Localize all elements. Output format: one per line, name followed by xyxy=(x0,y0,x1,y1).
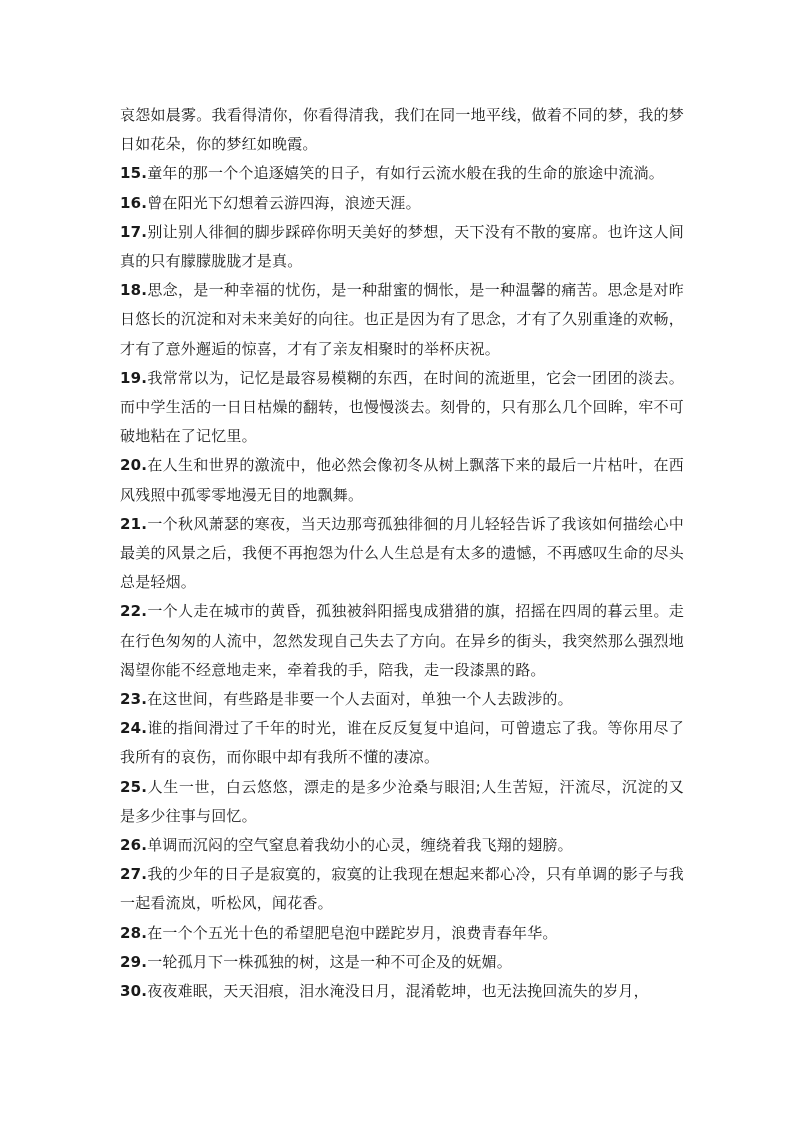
paragraph-text: 别让别人徘徊的脚步踩碎你明天美好的梦想，天下没有不散的宴席。也许这人间真的只有朦朦胧胧才是真。 xyxy=(120,222,684,271)
paragraph-20 xyxy=(120,451,684,509)
item-number: 27. xyxy=(120,865,148,884)
paragraph-text: 一个人走在城市的黄昏，孤独被斜阳摇曳成猎猎的旗，招摇在四周的暮云里。走在行色匆匆的人流中，忽然发现自己失去了方向。在异乡的街头，我突然那么强烈地渴望你能不经意地走来，牵着我的手，陪我，走一段漆黑的路。 xyxy=(120,602,684,679)
item-number: 16. xyxy=(120,193,148,212)
paragraph-continued xyxy=(120,101,684,159)
paragraph-28 xyxy=(120,919,684,948)
paragraph-18 xyxy=(120,276,684,364)
paragraph-text: 谁的指间滑过了千年的时光，谁在反反复复中追问，可曾遗忘了我。等你用尽了我所有的哀伤，而你眼中却有我所不懂的凄凉。 xyxy=(120,719,684,767)
paragraph-15 xyxy=(120,159,684,188)
paragraph-text: 人生一世，白云悠悠，漂走的是多少沧桑与眼泪;人生苦短，汗流尽，沉淀的又是多少往事与回忆。 xyxy=(120,777,684,825)
paragraph-text: 童年的那一个个追逐嬉笑的日子，有如行云流水般在我的生命的旅途中流淌。 xyxy=(147,164,664,183)
paragraph-text: 我的少年的日子是寂寞的，寂寞的让我现在想起来都心冷，只有单调的影子与我一起看流岚，听松风，闻花香。 xyxy=(120,865,684,913)
paragraph-22 xyxy=(120,597,684,685)
item-number: 29. xyxy=(120,952,148,971)
paragraph-23 xyxy=(120,685,684,714)
item-number: 19. xyxy=(120,368,148,387)
item-number: 18. xyxy=(120,281,148,300)
paragraph-text: 曾在阳光下幻想着云游四海，浪迹天涯。 xyxy=(147,193,421,212)
paragraph-19 xyxy=(120,364,684,452)
item-number: 21. xyxy=(120,514,148,533)
paragraph-text: 单调而沉闷的空气窒息着我幼小的心灵，缠绕着我飞翔的翅膀。 xyxy=(147,836,573,855)
paragraph-text: 我常常以为，记忆是最容易模糊的东西，在时间的流逝里，它会一团团的淡去。而中学生活的一日日枯燥的翻转，也慢慢淡去。刻骨的，只有那么几个回眸，牢不可破地粘在了记忆里。 xyxy=(120,368,684,446)
paragraph-27 xyxy=(120,860,684,918)
paragraph-24 xyxy=(120,714,684,772)
paragraph-text: 思念，是一种幸福的忧伤，是一种甜蜜的惆怅，是一种温馨的痛苦。思念是对昨日悠长的沉淀和对未来美好的向往。也正是因为有了思念，才有了久别重逢的欢畅，才有了意外邂逅的惊喜，才有了亲友相聚时的举杯庆祝。 xyxy=(120,281,684,358)
item-number: 15. xyxy=(120,164,148,183)
paragraph-text: 在人生和世界的激流中，他必然会像初冬从树上飘落下来的最后一片枯叶，在西风残照中孤零零地漫无目的地飘舞。 xyxy=(120,456,684,504)
paragraph-text: 一个秋风萧瑟的寒夜，当天边那弯孤独徘徊的月儿轻轻告诉了我该如何描绘心中最美的风景之后，我便不再抱怨为什么人生总是有太多的遗憾，不再感叹生命的尽头总是轻烟。 xyxy=(120,514,684,592)
item-number: 28. xyxy=(120,923,148,942)
paragraph-30 xyxy=(120,977,684,1006)
paragraph-text: 哀怨如晨雾。我看得清你，你看得清我，我们在同一地平线，做着不同的梦，我的梦日如花朵，你的梦红如晚霞。 xyxy=(120,106,684,154)
item-number: 24. xyxy=(120,719,148,738)
paragraph-text: 一轮孤月下一株孤独的树，这是一种不可企及的妩媚。 xyxy=(147,952,512,971)
paragraph-21 xyxy=(120,510,684,598)
item-number: 20. xyxy=(120,456,148,475)
paragraph-26 xyxy=(120,831,684,860)
item-number: 22. xyxy=(120,602,148,621)
paragraph-text: 夜夜难眠，天天泪痕，泪水淹没日月，混淆乾坤，也无法挽回流失的岁月， xyxy=(147,982,649,1001)
item-number: 23. xyxy=(120,690,148,709)
paragraph-16 xyxy=(120,189,684,218)
paragraph-17 xyxy=(120,218,684,276)
item-number: 17. xyxy=(120,222,148,241)
paragraph-29 xyxy=(120,948,684,977)
paragraph-text: 在一个个五光十色的希望肥皂泡中蹉跎岁月，浪费青春年华。 xyxy=(147,923,558,942)
paragraph-25 xyxy=(120,773,684,831)
item-number: 25. xyxy=(120,777,148,796)
item-number: 30. xyxy=(120,982,148,1001)
paragraph-text: 在这世间，有些路是非要一个人去面对，单独一个人去跋涉的。 xyxy=(147,690,573,709)
item-number: 26. xyxy=(120,836,148,855)
